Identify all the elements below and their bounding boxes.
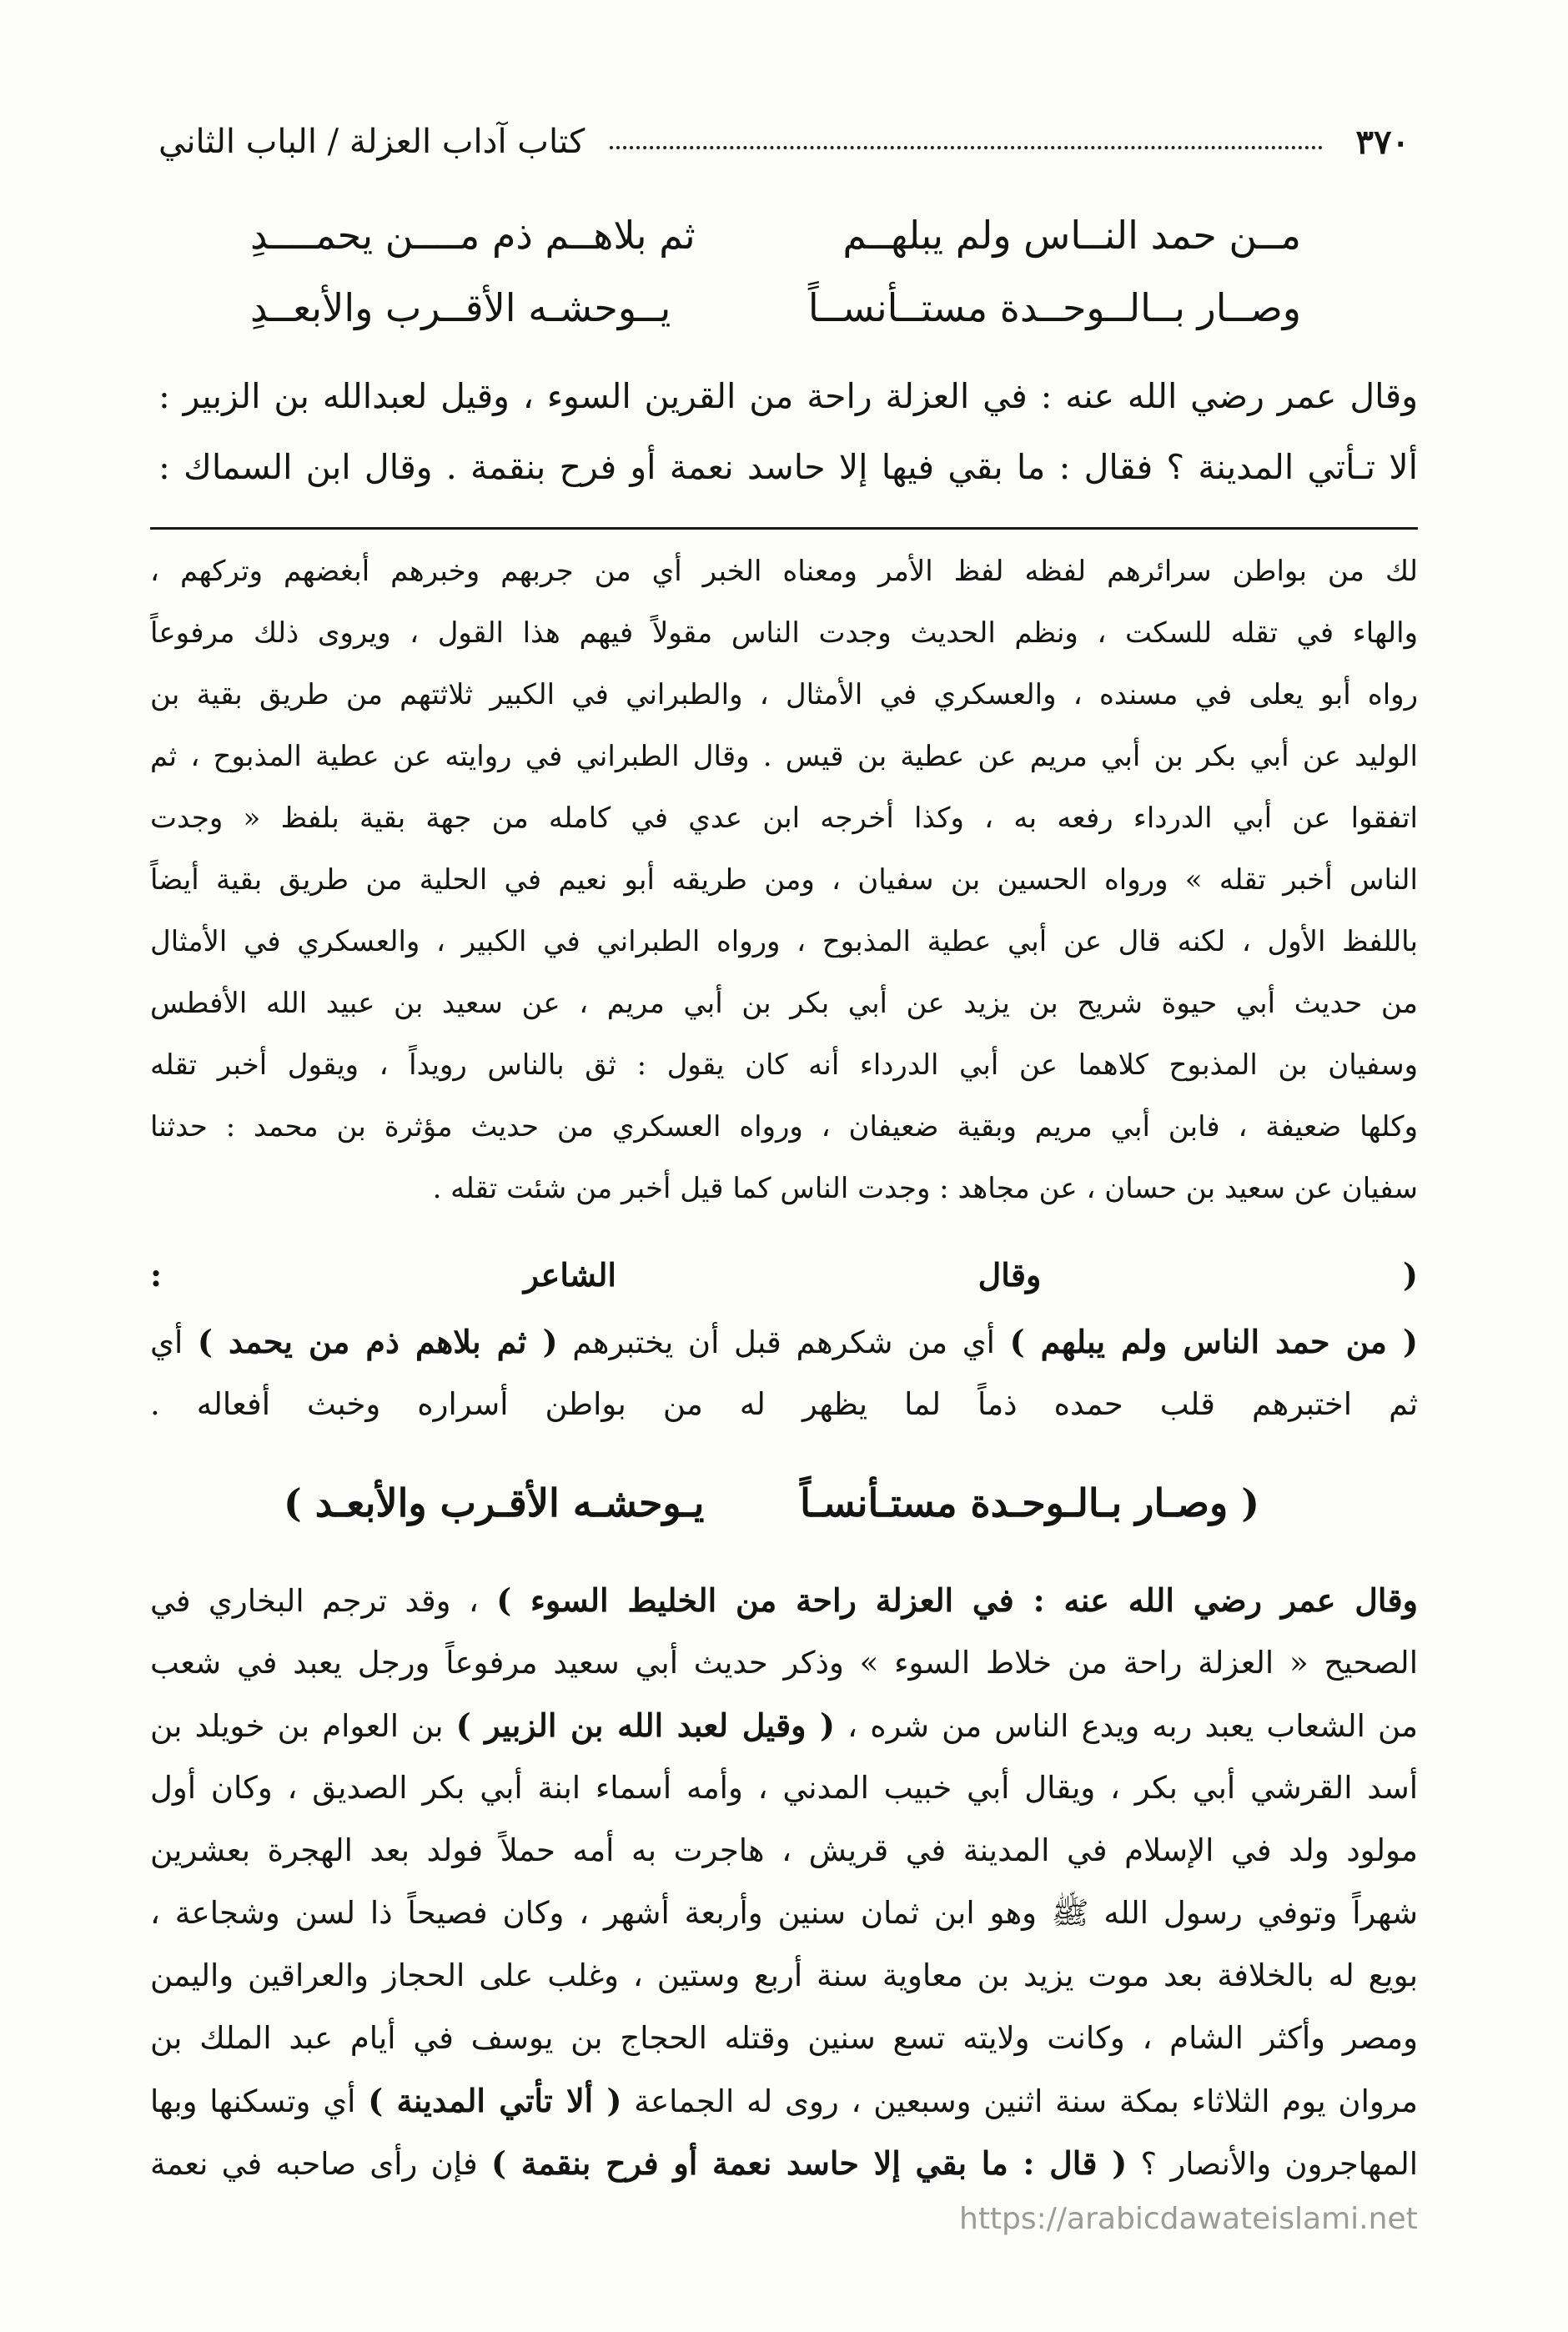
footnote-line: سفيان عن سعيد بن حسان ، عن مجاهد : وجدت الناس كما قيل أخبر من شئت تقله . bbox=[432, 1172, 1418, 1205]
matn-line: ألا تـأتي المدينة ؟ فقال : ما بقي فيها إلا حاسد نعمة أو فرح بنقمة . وقال ابن السماك : bbox=[158, 447, 1418, 487]
site-watermark: https://arabicdawateislami.net bbox=[959, 2202, 1418, 2236]
header-dot-leader bbox=[610, 146, 1322, 149]
commentary-line: وقال عمر رضي الله عنه : في العزلة راحة من الخليط السوء ) ، وقد ترجم البخاري في bbox=[150, 1581, 1418, 1619]
footnote-line: باللفظ الأول ، لكنه قال عن أبي عطية المذبوح ، ورواه الطبراني في الكبير ، والعسكري في الأمثال bbox=[150, 925, 1418, 958]
footnote-line: الناس أخبر تقله » ورواه الحسين بن سفيان ، ومن طريقه أبو نعيم في الحلية من طريق بقية أيضاً bbox=[150, 863, 1418, 897]
commentary-line: من الشعاب يعبد ربه ويدع الناس من شره ، ( وقيل لعبد الله بن الزبير ) بن العوام بن خويلد بن bbox=[150, 1706, 1419, 1744]
commentary-line: شهراً وتوفي رسول الله ﷺ وهو ابن ثمان سنين وأربعة أشهر ، وكان فصيحاً ذا لسن وشجاعة ، bbox=[150, 1895, 1418, 1931]
commentary-line: بويع له بالخلافة بعد موت يزيد بن معاوية سنة أربع وستين ، وغلب على الحجاز والعراقين واليمن bbox=[150, 1958, 1418, 1993]
page-number: ٣٧٠ bbox=[1355, 122, 1410, 162]
verse-hemistich-left: ثم بلاهــم ذم مــــن يحمــــدِ bbox=[250, 213, 696, 258]
commentary-line: أسد القرشي أبي بكر ، ويقال أبي خبيب المدني ، وأمه أسماء ابنة أبي بكر الصديق ، وكان أول bbox=[150, 1770, 1418, 1806]
verse-line bbox=[250, 213, 1301, 279]
matn-line: وقال عمر رضي الله عنه : في العزلة راحة من القرين السوء ، وقيل لعبدالله بن الزبير : bbox=[158, 376, 1418, 416]
commentary-line: ( من حمد الناس ولم يبلهم ) أي من شكرهم قبل أن يختبرهم ( ثم بلاهم ذم من يحمد ) أي bbox=[150, 1323, 1418, 1360]
footnote-line: وكلها ضعيفة ، فابن أبي مريم وبقية ضعيفان ، ورواه العسكري من حديث مؤثرة بن محمد : حدثنا bbox=[150, 1110, 1418, 1143]
commentary-line: مروان يوم الثلاثاء بمكة سنة اثنين وسبعين ، روى له الجماعة ( ألا تأتي المدينة ) أي وتسكنها وبها bbox=[150, 2082, 1418, 2119]
verse-line bbox=[250, 285, 1301, 352]
footnote-line: الوليد عن أبي بكر بن أبي مريم عن عطية بن قيس . وقال الطبراني في روايته عن عطية المذبوح ، ثم bbox=[150, 740, 1418, 773]
commentary-verse bbox=[284, 1480, 1259, 1539]
commentary-line: مولود ولد في الإسلام في المدينة في قريش ، هاجرت به أمه حملاً فولد بعد الهجرة بعشرين bbox=[150, 1832, 1418, 1868]
commentary-line: ومصر وأكثر الشام ، وكانت ولايته تسع سنين وقتله الحجاج بن يوسف في أيام عبد الملك بن bbox=[150, 2020, 1418, 2056]
commentary-line: ثم اختبرهم قلب حمده ذماً لما يظهر له من بواطن أسراره وخبث أفعاله . bbox=[150, 1386, 1418, 1422]
footnote-line: والهاء في تقله للسكت ، ونظم الحديث وجدت الناس مقولاً فيهم هذا القول ، ويروى ذلك مرفوعاً bbox=[150, 616, 1418, 650]
commentary-line: ( وقال الشاعر : bbox=[150, 1256, 1418, 1294]
verse-hemistich-right: مــن حمد النــاس ولم يبلهــم bbox=[842, 213, 1301, 258]
footnote-line: وسفيان بن المذبوح كلاهما عن أبي الدرداء أنه كان يقول : ثق بالناس رويداً ، ويقول أخبر تقله bbox=[150, 1048, 1418, 1082]
verse-hemistich-left: يــوحشـه الأقــرب والأبعــدِ bbox=[250, 285, 671, 330]
verse-hemistich-left: يـوحشـه الأقـرب والأبعـد ) bbox=[284, 1480, 705, 1525]
commentary-line: المهاجرون والأنصار ؟ ( قال : ما بقي إلا حاسد نعمة أو فرح بنقمة ) فإن رأى صاحبه في نعمة bbox=[150, 2144, 1419, 2182]
footnote-line: من حديث أبي حيوة شريح بن يزيد عن أبي بكر بن أبي مريم ، عن سعيد بن عبيد الله الأفطس bbox=[150, 987, 1418, 1020]
running-header bbox=[158, 117, 1410, 167]
verse-hemistich-right: وصــار بــالــوحــدة مستــأنســاً bbox=[807, 285, 1301, 330]
running-title: كتاب آداب العزلة / الباب الثاني bbox=[158, 123, 585, 161]
footnote-line: لك من بواطن سرائرهم لفظه لفظ الأمر ومعناه الخبر أي من جربهم وخبرهم أبغضهم وتركهم ، bbox=[150, 555, 1418, 588]
footnote-line: اتفقوا عن أبي الدرداء رفعه به ، وكذا أخرجه ابن عدي في كامله من جهة بقية بلفظ « وجدت bbox=[150, 802, 1418, 835]
verse-hemistich-right: ( وصـار بـالـوحـدة مستـأنسـاً bbox=[800, 1480, 1259, 1525]
footnote-separator bbox=[150, 527, 1418, 530]
commentary-line: الصحيح « العزلة راحة من خلاط السوء » وذكر حديث أبي سعيد مرفوعاً ورجل يعبد في شعب bbox=[150, 1645, 1418, 1681]
footnote-line: رواه أبو يعلى في مسنده ، والعسكري في الأمثال ، والطبراني في الكبير ثلاثتهم من طريق بقية بن bbox=[150, 678, 1418, 711]
